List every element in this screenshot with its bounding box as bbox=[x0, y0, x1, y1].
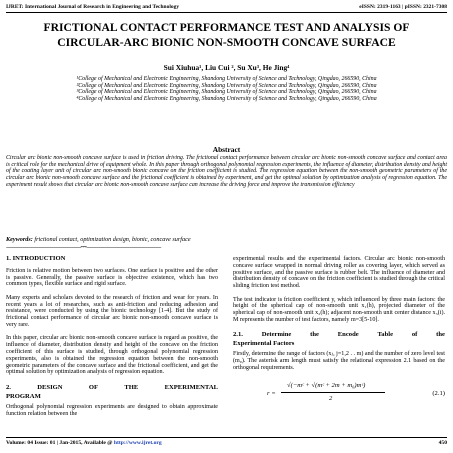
fraction-bar bbox=[281, 392, 385, 393]
section-2-heading bbox=[6, 383, 218, 401]
affiliation-2: ²College of Mechanical and Electronic Engineering, Shandong University of Science and Technology, Qingdao, 266590, China bbox=[76, 82, 377, 89]
footer-volume-text: Volume: 04 Issue: 01 | Jan-2015, Available @ bbox=[6, 440, 114, 446]
right-column bbox=[233, 256, 445, 416]
keywords-line bbox=[6, 236, 447, 243]
equation-number: (2.1) bbox=[432, 390, 445, 398]
section-2-1-word: the bbox=[436, 331, 445, 339]
factors-paragraph: Firstly, determine the range of factors (xⱼ, j=1,2 . . m) and the number of zero level test (m₀). The asterisk arm length must satisfy the relational expression 2.1 based on the orthogonal requirements. bbox=[233, 351, 445, 371]
section-2-word: EXPERIMENTAL bbox=[164, 383, 218, 391]
section-2-word: PROGRAM bbox=[6, 392, 41, 400]
affiliation-1: ¹College of Mechanical and Electronic Engineering, Shandong University of Science and Technology, Qingdao, 266590, China bbox=[76, 76, 377, 82]
keywords-label: Keywords: bbox=[6, 236, 33, 243]
journal-link[interactable]: http://www.ijret.org bbox=[113, 440, 162, 446]
page-number: 450 bbox=[438, 440, 447, 446]
section-2-1-word: the bbox=[310, 331, 319, 339]
journal-name: IJRET: International Journal of Research in Engineering and Technology bbox=[6, 4, 180, 10]
header-rule bbox=[6, 12, 447, 13]
section-1-heading: 1. INTRODUCTION bbox=[6, 255, 66, 262]
section-2-1-heading bbox=[233, 330, 445, 348]
paper-title: FRICTIONAL CONTACT PERFORMANCE TEST AND ANALYSIS OF CIRCULAR-ARC BIONIC NON-SMOOTH CONCAVE SURFACE bbox=[43, 21, 410, 49]
section-2-word: THE bbox=[124, 383, 139, 391]
left-column bbox=[6, 256, 218, 424]
affiliation-3: ³College of Mechanical and Electronic Engineering, Shandong University of Science and Technology, Qingdao, 266590, China bbox=[76, 89, 377, 96]
section-separator: ----------------------------------------------------------------------***---------------------------------------------------------------------- bbox=[6, 246, 161, 251]
section-2-1-word: of bbox=[411, 331, 418, 339]
equation-2-1 bbox=[233, 378, 445, 416]
affiliations bbox=[40, 76, 413, 102]
section-2-1-word: Experimental Factors bbox=[233, 340, 295, 348]
section-2-word: OF bbox=[88, 383, 99, 391]
design-paragraph-1: Orthogonal polynomial regression experiments are designed to obtain approximate function relation between the bbox=[6, 403, 218, 417]
abstract-text: Circular arc bionic non-smooth concave surface is used in friction driving. The frictional contact performance between circular arc bionic non-smooth concave surface and contact area is critical role for the mechanical drive of equipment whole. In this paper through orthogonal polynomial regression experiments, the influence of diameter, distribution density and height of the coating layer unit of circular arc non-smooth bionic concave on the friction coefficient is studied. The regression equation between the non-smooth geometric parameters of the circular arc bionic non-smooth concave surface and the frictional coefficient is obtained by experiment, and get the optimal solution by optimization analysis of regression equation. The experiment result shows that circular arc bionic non-smooth concave surface can increase the driving force and improve the transmission efficiency bbox=[6, 155, 447, 188]
footer-rule bbox=[6, 437, 447, 438]
footer-volume bbox=[6, 440, 162, 446]
section-2-1-number: 2.1. bbox=[233, 331, 243, 339]
journal-header bbox=[6, 4, 447, 10]
intro-paragraph-2: Many experts and scholars devoted to the research of friction and wear for years. In recent years a lot of researches, such as anti-friction and reducing adhesion and resistance, were conducted by using the bionic technology [1-4]. But the study of frictional contact performance of circular arc bionic non-smooth concave surface is very rare. bbox=[6, 294, 218, 328]
keywords-text: frictional contact, optimization design, bionic, concave surface bbox=[32, 236, 191, 243]
page-footer bbox=[6, 440, 447, 446]
equation-denominator: 2 bbox=[329, 395, 333, 403]
equation-numerator: √(−mᶜ + √(mᶜ + 2m + m₀)mᶜ) bbox=[287, 382, 366, 390]
section-2-1-word: Encode bbox=[337, 331, 359, 339]
affiliation-4: ⁴College of Mechanical and Electronic Engineering, Shandong University of Science and Technology, Qingdao, 266590, China bbox=[76, 95, 377, 102]
intro-paragraph-1: Friction is relative motion between two surfaces. One surface is positive and the other is passive. Generally, the passive surface is objective existence, which has two common types, flexible surface and rigid surface. bbox=[6, 267, 218, 288]
intro-paragraph-3: In this paper, circular arc bionic non-smooth concave surface is regard as positive, the influence of diameter, distribution density and height of the concave on the friction coefficient of this surface is studied, through orthogonal polynomial regression experiments, also is obtained the regression equation between the non-smooth geometric parameters of the concave surface and the frictional coefficient, and get the optimal solution by optimization analysis of regression equation. bbox=[6, 335, 218, 376]
section-2-number: 2. bbox=[6, 383, 11, 391]
section-2-word: DESIGN bbox=[37, 383, 63, 391]
abstract-heading: Abstract bbox=[212, 145, 241, 154]
author-list: Sui Xiuhua¹, Liu Cui ², Su Xu³, He Jing⁴ bbox=[163, 63, 290, 72]
design-paragraph-2: experimental results and the experimental factors. Circular arc bionic non-smooth concave surface wrapped in normal driving roller as covering layer, which served as positive surface, and the passive surface is rubber belt. The influence of diameter and distribution density of concave on the friction coefficient is studied through the critical sliding friction test method. bbox=[233, 256, 445, 290]
equation-lhs: r = bbox=[267, 390, 276, 398]
section-2-1-word: Determine bbox=[261, 331, 292, 339]
section-2-1-word: Table bbox=[377, 331, 393, 339]
design-paragraph-3: The test indicator is friction coefficient y, which influenced by three main factors: the height of the spherical cap of non-smooth unit x₁(h), projected diameter of the spherical cap of non-smooth unit x₂(h); adjacent non-smooth unit center distance x₃(i). M represents the number of test factors, namely m=3[5-10]. bbox=[233, 296, 445, 323]
issn-info: eISSN: 2319-1163 | pISSN: 2321-7308 bbox=[359, 4, 447, 10]
